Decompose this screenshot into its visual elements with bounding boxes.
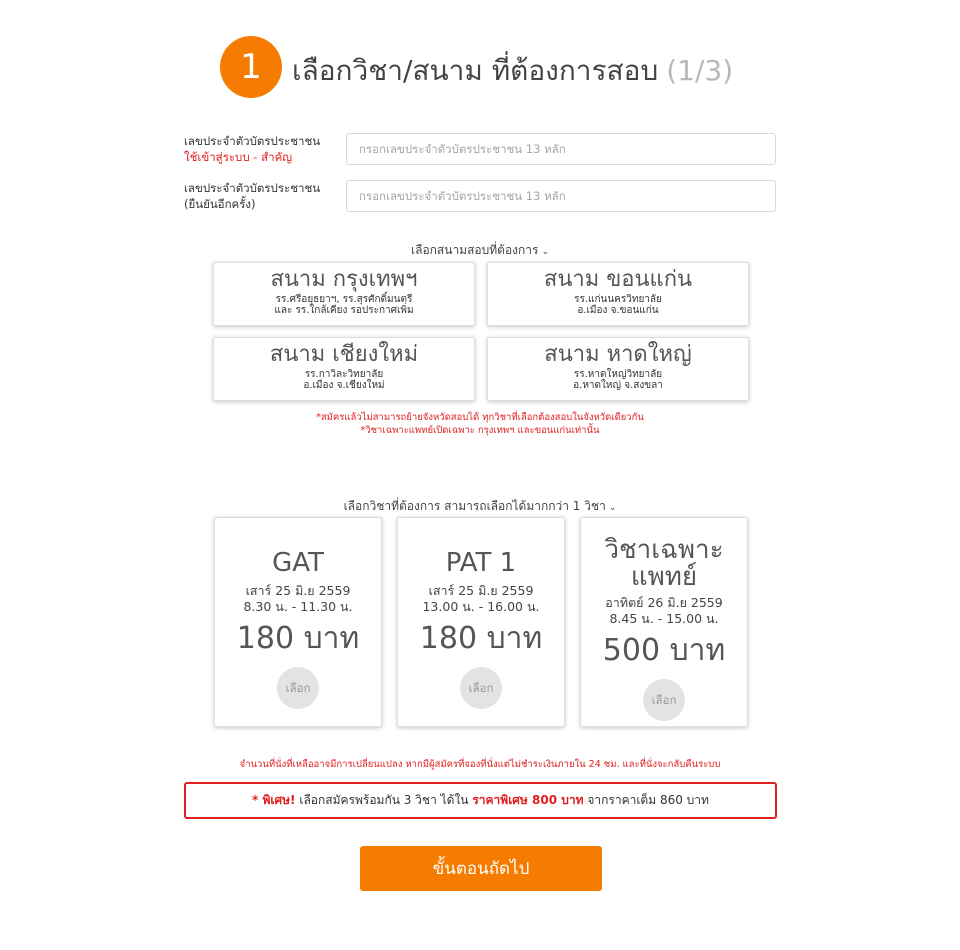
subject-time: 13.00 น. - 16.00 น.: [422, 599, 540, 614]
promo-prefix: * พิเศษ!: [252, 793, 296, 807]
venue-detail-line2: อ.หาดใหญ่ จ.สงขลา: [573, 380, 663, 391]
seat-warning: จำนวนที่นั่งที่เหลืออาจมีการเปลี่ยนแปลง หากมีผู้สมัครที่จองที่นั่งแต่ไม่ชำระเงินภายใน 24 ชม. และที่นั่งจะกลับคืนระบบ: [239, 759, 721, 770]
venue-detail-line1: รร.หาดใหญ่วิทยาลัย: [573, 369, 663, 380]
subject-price: 500 บาท: [602, 633, 726, 668]
subject-section-title-text: เลือกวิชาที่ต้องการ สามารถเลือกได้มากกว่า 1 วิชา: [343, 499, 606, 513]
subject-price: 180 บาท: [419, 621, 543, 656]
confirm-id-field-row: [184, 180, 776, 214]
subject-card-pat1: [397, 517, 565, 727]
venue-note-2: *วิชาเฉพาะแพทย์เปิดเฉพาะ กรุงเทพฯ และขอนแก่นเท่านั้น: [360, 425, 600, 436]
subject-date: เสาร์ 25 มิ.ย 2559: [428, 583, 534, 598]
venue-section-title-text: เลือกสนามสอบที่ต้องการ: [410, 243, 539, 257]
subject-name: PAT 1: [445, 548, 517, 578]
chevron-down-icon: ⌄: [541, 247, 550, 257]
confirm-id-field-label: [184, 180, 344, 212]
promo-highlight: ราคาพิเศษ 800 บาท: [472, 793, 584, 807]
subject-name: วิชาเฉพาะ: [604, 535, 724, 565]
next-step-button[interactable]: ขั้นตอนถัดไป: [360, 846, 602, 891]
id-field-note: ใช้เข้าสู่ระบบ - สำคัญ: [184, 150, 293, 164]
subject-date: เสาร์ 25 มิ.ย 2559: [245, 583, 351, 598]
select-button[interactable]: เลือก: [277, 667, 319, 709]
subject-time: 8.45 น. - 15.00 น.: [609, 611, 719, 626]
subject-name-line2: แพทย์: [630, 562, 698, 592]
chevron-down-icon: ⌄: [608, 503, 617, 513]
id-card-input[interactable]: [346, 133, 776, 165]
venue-card-hatyai[interactable]: [487, 337, 749, 401]
venue-card-khonkaen[interactable]: [487, 262, 749, 326]
venue-card-bangkok[interactable]: [213, 262, 475, 326]
step-number-badge: 1: [220, 36, 282, 98]
promo-text2: จากราคาเต็ม 860 บาท: [587, 793, 709, 807]
subject-card-gat: [214, 517, 382, 727]
id-field-label: [184, 133, 344, 165]
venue-name: สนาม หาดใหญ่: [544, 342, 692, 367]
venue-detail-line1: รร.ศรีอยุธยาฯ, รร.สุรศักดิ์มนตรี: [275, 294, 413, 305]
subject-section-title: [0, 497, 960, 516]
venue-card-chiangmai[interactable]: [213, 337, 475, 401]
subject-card-medical: [580, 517, 748, 727]
venue-detail-line2: อ.เมือง จ.เชียงใหม่: [303, 380, 385, 391]
venue-detail-line1: รร.กาวิละวิทยาลัย: [304, 369, 384, 380]
venue-note-1: *สมัครแล้วไม่สามารถย้ายจังหวัดสอบได้ ทุกวิชาที่เลือกต้องสอบในจังหวัดเดียวกัน: [316, 412, 644, 423]
subject-time: 8.30 น. - 11.30 น.: [243, 599, 353, 614]
page-title: [292, 49, 733, 93]
venue-section-title: [0, 241, 960, 260]
venue-detail-line1: รร.แก่นนครวิทยาลัย: [574, 294, 662, 305]
subject-name: GAT: [272, 548, 324, 578]
select-button[interactable]: เลือก: [460, 667, 502, 709]
venue-detail-line2: อ.เมือง จ.ขอนแก่น: [577, 305, 659, 316]
step-progress: (1/3): [666, 54, 734, 87]
promo-box: [184, 782, 777, 819]
venue-name: สนาม ขอนแก่น: [543, 267, 693, 292]
page-header: [0, 36, 960, 100]
venue-detail-line2: และ รร.ใกล้เคียง รอประกาศเพิ่ม: [274, 305, 414, 316]
select-button[interactable]: เลือก: [643, 679, 685, 721]
subject-date: อาทิตย์ 26 มิ.ย 2559: [605, 595, 723, 610]
subject-price: 180 บาท: [236, 621, 360, 656]
venue-name: สนาม กรุงเทพฯ: [270, 267, 418, 292]
promo-text1: เลือกสมัครพร้อมกัน 3 วิชา ได้ใน: [299, 793, 469, 807]
venue-name: สนาม เชียงใหม่: [269, 342, 419, 367]
confirm-id-field-note: (ยืนยันอีกครั้ง): [184, 197, 256, 211]
confirm-id-field-label-text: เลขประจำตัวบัตรประชาชน: [184, 181, 321, 195]
page-title-text: เลือกวิชา/สนาม ที่ต้องการสอบ: [292, 54, 659, 87]
id-field-label-text: เลขประจำตัวบัตรประชาชน: [184, 134, 321, 148]
id-field-row: [184, 133, 776, 167]
confirm-id-card-input[interactable]: [346, 180, 776, 212]
